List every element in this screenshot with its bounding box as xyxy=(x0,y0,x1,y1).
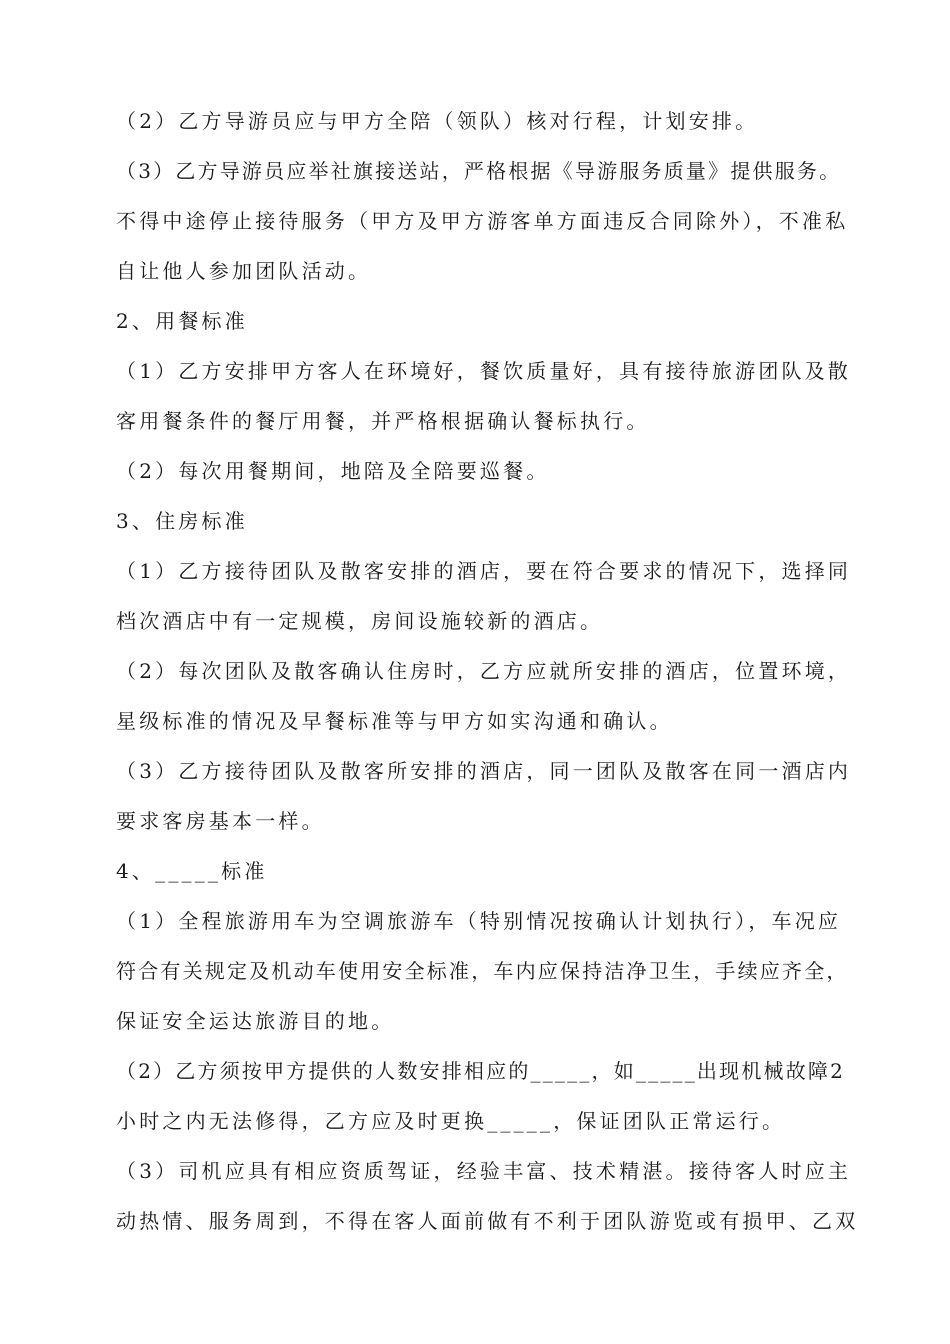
section-heading: 4、_____标准 xyxy=(116,859,268,883)
text-line: 小时之内无法修得，乙方应及时更换_____，保证团队正常运行。 xyxy=(116,1109,786,1133)
text-line: （3）乙方导游员应举社旗接送站，严格根据《导游服务质量》提供服务。 xyxy=(116,159,842,183)
text-line: （2）乙方须按甲方提供的人数安排相应的_____，如_____出现机械故障2 xyxy=(116,1059,846,1083)
text-line: 保证安全运达旅游目的地。 xyxy=(116,1009,395,1033)
text-line: 不得中途停止接待服务（甲方及甲方游客单方面违反合同除外），不准私 xyxy=(116,209,849,233)
text-line: 动热情、服务周到，不得在客人面前做有不利于团队游览或有损甲、乙双 xyxy=(116,1209,859,1233)
text-line: （2）乙方导游员应与甲方全陪（领队）核对行程，计划安排。 xyxy=(116,109,759,133)
text-line: 自让他人参加团队活动。 xyxy=(116,259,372,283)
text-line: （1）乙方安排甲方客人在环境好，餐饮质量好，具有接待旅游团队及散 xyxy=(116,359,852,383)
text-line: 客用餐条件的餐厅用餐，并严格根据确认餐标执行。 xyxy=(116,409,650,433)
text-line: 要求客房基本一样。 xyxy=(116,809,325,833)
text-line: （2）每次团队及散客确认住房时，乙方应就所安排的酒店，位置环境， xyxy=(116,659,852,683)
section-heading: 3、住房标准 xyxy=(116,509,248,533)
text-line: （1）乙方接待团队及散客安排的酒店，要在符合要求的情况下，选择同 xyxy=(116,559,852,583)
text-line: 档次酒店中有一定规模，房间设施较新的酒店。 xyxy=(116,609,604,633)
section-heading: 2、用餐标准 xyxy=(116,309,248,333)
text-line: （1）全程旅游用车为空调旅游车（特别情况按确认计划执行），车况应 xyxy=(116,909,842,933)
text-line: 星级标准的情况及早餐标准等与甲方如实沟通和确认。 xyxy=(116,709,673,733)
text-line: （2）每次用餐期间，地陪及全陪要巡餐。 xyxy=(116,459,550,483)
text-line: （3）司机应具有相应资质驾证，经验丰富、技术精湛。接待客人时应主 xyxy=(116,1159,852,1183)
text-line: 符合有关规定及机动车使用安全标准，车内应保持洁净卫生，手续应齐全， xyxy=(116,959,849,983)
text-line: （3）乙方接待团队及散客所安排的酒店，同一团队及散客在同一酒店内 xyxy=(116,759,852,783)
